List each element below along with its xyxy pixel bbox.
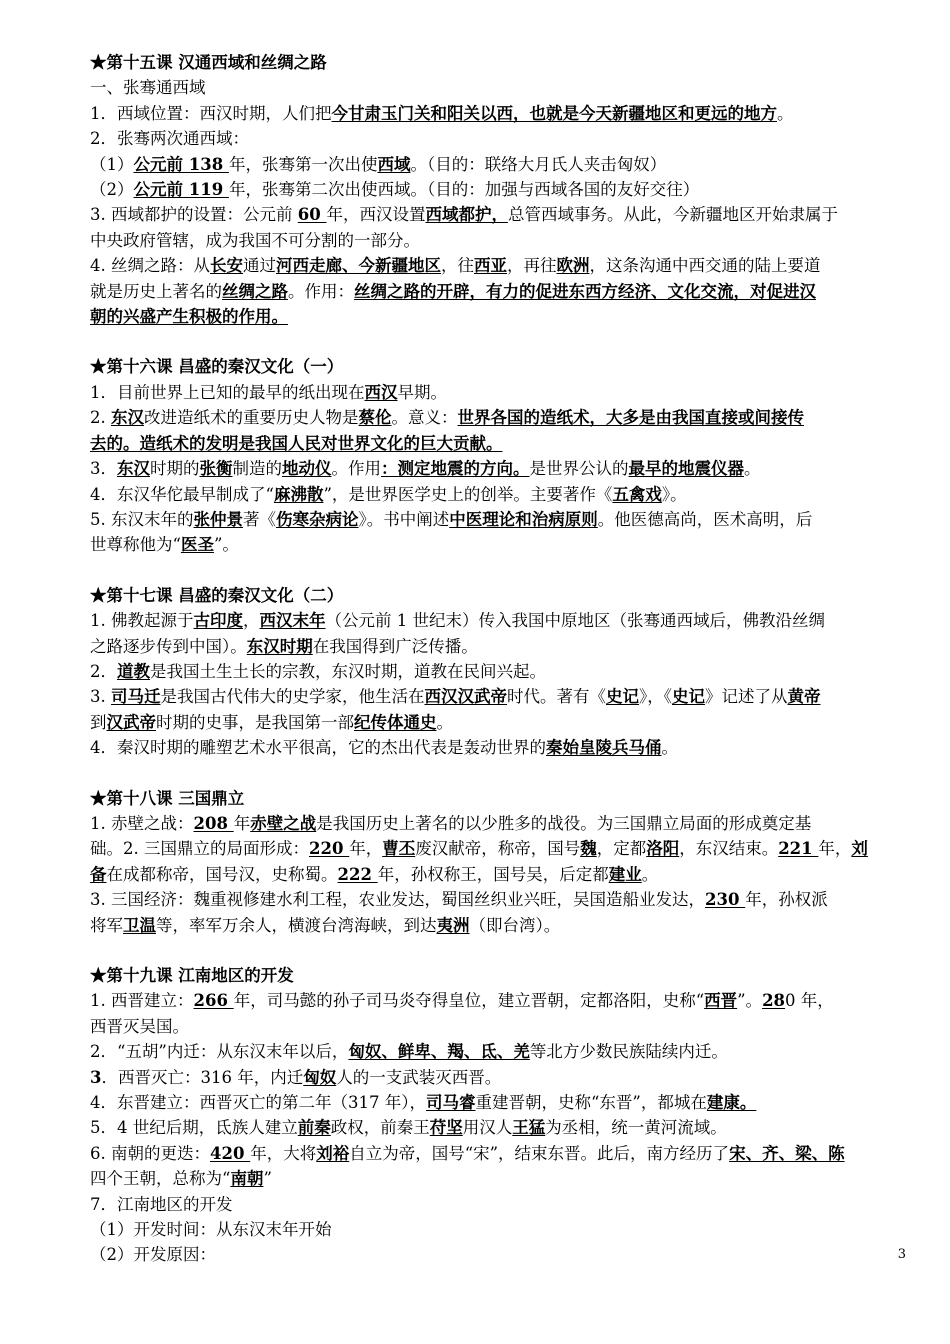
key-term: 建康。: [706, 1093, 757, 1113]
key-term: 前秦: [297, 1118, 331, 1138]
text-segment: 3.: [90, 687, 111, 707]
text-segment: 础。2. 三国鼎立的局面形成：: [90, 839, 309, 859]
key-term: 河西走廊、今新疆地区: [276, 256, 441, 276]
key-term: 欧洲: [556, 256, 590, 276]
key-term: 蔡伦: [358, 408, 392, 428]
text-segment: 3．: [90, 459, 117, 479]
key-term: 东汉: [111, 408, 144, 428]
text-segment: 2．: [90, 661, 117, 681]
text-segment: 3. 三国经济：魏重视修建水利工程，农业发达，蜀国丝织业兴旺，吴国造船业发达，: [90, 890, 705, 910]
text-segment: 》，《: [639, 687, 672, 707]
key-term: 建业: [608, 864, 642, 884]
text-line: [90, 836, 908, 861]
text-line: [90, 1166, 908, 1191]
key-term: 伤寒杂病论: [276, 509, 359, 529]
text-segment: 年: [233, 813, 251, 833]
key-term: 魏: [580, 839, 597, 859]
key-term: 世界各国的造纸术，大多是由我国直接或间接传: [457, 408, 804, 428]
key-term: 420: [210, 1143, 251, 1163]
text-segment: 重建晋朝，史称“东晋”，都城在: [475, 1093, 707, 1113]
key-term: 黄帝: [787, 687, 821, 707]
text-segment: 年，张骞第二次出使西域。（目的：加强与西域各国的友好交往）: [228, 180, 700, 200]
text-segment: （1）: [90, 154, 134, 174]
page-number: 3: [897, 1247, 906, 1262]
key-term: 匈奴、鲜卑、羯、氐、羌: [348, 1042, 530, 1062]
text-segment: ”: [263, 1169, 272, 1189]
text-segment: ，东汉结束。: [679, 839, 779, 859]
key-term: 222: [337, 864, 378, 884]
key-term: 西域都护，: [425, 205, 508, 225]
text-segment: 4．秦汉时期的雕塑艺术水平很高，它的杰出代表是轰动世界的: [90, 738, 546, 758]
text-segment: （即台湾）。: [469, 915, 561, 935]
text-segment: 年，司马懿的孙子司马炎夺得皇位，建立晋朝，定都洛阳，史称“: [233, 991, 705, 1011]
text-segment: 4. 丝绸之路：从: [90, 256, 210, 276]
text-segment: 著《: [243, 509, 276, 529]
text-segment: ．西晋灭亡：316 年，内迁: [101, 1067, 304, 1087]
key-term: 道教: [117, 661, 150, 681]
key-term: 宋、齐、梁、陈: [729, 1143, 845, 1163]
text-segment: 四个王朝，总称为“: [90, 1169, 231, 1189]
text-segment: 1. 赤壁之战：: [90, 813, 194, 833]
key-term: 麻沸散: [273, 484, 324, 504]
document-body: [90, 50, 908, 1268]
text-segment: 2．“五胡”内迁：从东汉末年以后，: [90, 1042, 349, 1062]
key-term: 汉武帝: [106, 712, 156, 732]
key-term: 史记: [606, 687, 639, 707]
key-term: 刘裕: [316, 1143, 350, 1163]
text-line: [90, 177, 908, 202]
key-term: 洛阳: [646, 839, 680, 859]
text-line: [90, 456, 908, 481]
text-segment: （2）开发原因：: [90, 1245, 216, 1265]
key-term: ：测定地震的方向。: [381, 459, 530, 479]
text-line: [90, 1090, 908, 1115]
text-segment: （2）: [90, 180, 134, 200]
text-segment: 等，率军万余人，横渡台湾海峡，到达: [156, 915, 437, 935]
text-segment: 年，张骞第一次出使: [228, 154, 378, 174]
lesson-title: ★第十七课 昌盛的秦汉文化（二）: [90, 585, 344, 605]
text-segment: 年，: [818, 839, 852, 859]
key-term: 苻坚: [429, 1118, 463, 1138]
text-line: [90, 431, 908, 456]
text-line: [90, 634, 908, 659]
text-segment: ，定都: [596, 839, 647, 859]
text-line: [90, 1065, 908, 1090]
key-term: 赤壁之战: [250, 813, 317, 833]
key-term: 266: [193, 991, 234, 1011]
key-term: 曹丕: [382, 839, 416, 859]
key-term: 南朝: [230, 1169, 264, 1189]
key-term: 28: [762, 991, 786, 1011]
text-segment: 是世界公认的: [529, 459, 629, 479]
text-segment: 。: [777, 103, 794, 123]
key-term: 西亚: [474, 256, 507, 276]
key-term: 张仲景: [193, 509, 243, 529]
key-term: 史记: [672, 687, 705, 707]
key-term: 西汉: [364, 382, 398, 402]
text-segment: 》。书中阐述: [358, 509, 450, 529]
text-segment: 1．西域位置：西汉时期，人们把: [90, 103, 332, 123]
text-segment: 1. 西晋建立：: [90, 991, 194, 1011]
text-line: [90, 1039, 908, 1064]
key-term: 卫温: [123, 915, 156, 935]
text-line: [90, 913, 908, 938]
section-gap: [90, 558, 908, 583]
text-line: [90, 1141, 908, 1166]
text-line: [90, 405, 908, 430]
key-term: 张衡: [199, 459, 233, 479]
section-gap: [90, 938, 908, 963]
key-term: 丝绸之路的开辟，有力的促进东西方经济、文化交流，对促进汉: [354, 281, 816, 301]
text-segment: 在我国得到广泛传播。: [312, 636, 478, 656]
text-segment: 。意义：: [391, 408, 458, 428]
text-segment: 时代。著有《: [507, 687, 606, 707]
text-segment: 是我国历史上著名的以少胜多的战役。为三国鼎立局面的形成奠定基: [316, 813, 812, 833]
text-segment: 》记述了从: [705, 687, 788, 707]
text-segment: 改进造纸术的重要历史人物是: [144, 408, 359, 428]
text-segment: 通过: [243, 256, 276, 276]
text-segment: 》。: [661, 484, 687, 504]
text-line: [90, 202, 908, 227]
key-term: 长安: [210, 256, 243, 276]
key-term: 西汉末年: [259, 611, 326, 631]
key-term: 司马睿: [426, 1093, 476, 1113]
text-segment: 5．4 世纪后期，氐族人建立: [90, 1118, 298, 1138]
text-line: [90, 532, 908, 557]
text-segment: 将军: [90, 915, 123, 935]
text-segment: 早期。: [397, 382, 447, 402]
text-segment: 。: [661, 738, 678, 758]
text-segment: ，: [243, 611, 260, 631]
section-gap: [90, 761, 908, 786]
key-term: 西晋: [704, 991, 738, 1011]
text-segment: ，这条沟通中西交通的陆上要道: [589, 256, 821, 276]
text-segment: 。: [436, 712, 453, 732]
text-segment: 时期的: [150, 459, 200, 479]
key-term: 夷洲: [436, 915, 470, 935]
key-term: 刘: [851, 839, 868, 859]
text-segment: 7．江南地区的开发: [90, 1194, 233, 1214]
text-line: [90, 304, 908, 329]
text-segment: 之路逐步传到中国）。: [90, 636, 247, 656]
text-segment: （1）开发时间：从东汉末年开始: [90, 1220, 332, 1240]
text-segment: ”。: [737, 991, 763, 1011]
text-segment: 年，孙权称王，国号吴，后定都: [377, 864, 609, 884]
text-line: [90, 1242, 908, 1267]
section-gap: [90, 329, 908, 354]
key-term: 220: [309, 839, 350, 859]
text-segment: 政权，前秦王: [330, 1118, 430, 1138]
text-segment: 等北方少数民族陆续内迁。: [529, 1042, 728, 1062]
text-segment: 在成都称帝，国号汉，史称蜀。: [106, 864, 338, 884]
text-segment: ”，是世界医学史上的创举。主要著作《: [323, 484, 613, 504]
text-segment: 2．张骞两次通西域：: [90, 129, 249, 149]
key-term: 去的。造纸术的发明是我国人民对世界文化的巨大贡献。: [90, 433, 503, 453]
key-term: 王猛: [512, 1118, 546, 1138]
key-term: 230: [705, 890, 746, 910]
key-term: 匈奴: [303, 1067, 337, 1087]
text-segment: 一、张骞通西域: [90, 78, 206, 98]
text-line: [90, 126, 908, 151]
text-line: [90, 608, 908, 633]
text-line: [90, 1014, 908, 1039]
key-term: 东汉时期: [246, 636, 313, 656]
lesson-title: ★第十九课 江南地区的开发: [90, 966, 294, 985]
text-line: [90, 988, 908, 1013]
text-line: [90, 887, 908, 912]
key-term: 五禽戏: [612, 484, 662, 504]
text-segment: 废汉献帝，称帝，国号: [415, 839, 581, 859]
text-segment: 为丞相，统一黄河流域。: [545, 1118, 727, 1138]
text-segment: 到: [90, 712, 107, 732]
key-term: 朝的兴盛产生积极的作用。: [90, 307, 288, 327]
key-term: 西汉汉武帝: [424, 687, 507, 707]
text-segment: 世尊称他为“: [90, 535, 181, 555]
text-segment: 4．东汉华佗最早制成了“: [90, 484, 274, 504]
key-term: 今甘肃玉门关和阳关以西，也就是今天新疆地区和更远的地方: [331, 103, 777, 123]
text-line: [90, 253, 908, 278]
text-segment: 用汉人: [462, 1118, 513, 1138]
key-term: 秦始皇陵兵马俑: [546, 738, 662, 758]
text-line: [90, 735, 908, 760]
text-line: [90, 507, 908, 532]
key-term: 208: [193, 813, 234, 833]
text-segment: 。他医德高尚，医术高明，后: [597, 509, 813, 529]
key-term: 医圣: [180, 535, 214, 555]
text-segment: 。作用：: [288, 281, 354, 301]
text-line: [90, 482, 908, 507]
key-term: 西域: [377, 154, 411, 174]
text-segment: 年，: [349, 839, 383, 859]
key-term: 丝绸之路: [222, 281, 288, 301]
text-segment: 。: [744, 459, 761, 479]
text-line: [90, 862, 908, 887]
text-line: [90, 710, 908, 735]
key-term: 东汉: [117, 459, 150, 479]
text-line: [90, 228, 908, 253]
text-segment: 。（目的：联络大月氏人夹击匈奴）: [410, 154, 667, 174]
text-segment: 是我国古代伟大的史学家，他生活在: [160, 687, 425, 707]
lesson-title: ★第十六课 昌盛的秦汉文化（一）: [90, 357, 344, 377]
text-segment: 总管西域事务。从此，今新疆地区开始隶属于: [507, 205, 838, 225]
text-segment: 6. 南朝的更迭：: [90, 1143, 210, 1163]
key-term: 古印度: [193, 611, 243, 631]
text-line: [90, 380, 908, 405]
key-term: 司马迁: [111, 687, 161, 707]
key-term: 最早的地震仪器: [628, 459, 744, 479]
key-term: 备: [90, 864, 107, 884]
text-segment: 自立为帝，国号“宋”，结束东晋。此后，南方经历了: [349, 1143, 730, 1163]
lesson-title: ★第十五课 汉通西域和丝绸之路: [90, 53, 327, 72]
text-segment: 0 年，: [785, 991, 834, 1011]
text-line: [90, 152, 908, 177]
text-line: [90, 659, 908, 684]
key-term: 地动仪: [282, 459, 332, 479]
text-line: [90, 811, 908, 836]
text-segment: 5. 东汉末年的: [90, 509, 194, 529]
key-term: 公元前 119: [133, 180, 229, 200]
text-segment: 。: [641, 864, 659, 884]
text-line: [90, 1217, 908, 1242]
text-line: [90, 75, 908, 100]
text-segment: 时期的史事，是我国第一部: [156, 712, 354, 732]
text-segment: ，往: [441, 256, 474, 276]
text-segment: 西晋灭吴国。: [90, 1016, 189, 1036]
key-term: 60: [297, 205, 327, 225]
text-segment: 。作用: [331, 459, 381, 479]
key-term: 公元前 138: [133, 154, 229, 174]
text-segment: 就是历史上著名的: [90, 281, 222, 301]
text-segment: 1．目前世界上已知的最早的纸出现在: [90, 382, 365, 402]
text-segment: ”。: [213, 535, 239, 555]
text-segment: ，再往: [507, 256, 557, 276]
text-segment: （公元前 1 世纪末）传入我国中原地区（张骞通西域后，佛教沿丝绸: [325, 611, 825, 631]
key-term: 纪传体通史: [354, 712, 437, 732]
text-segment: 年，西汉设置: [326, 205, 426, 225]
text-line: [90, 279, 908, 304]
lesson-title: ★第十八课 三国鼎立: [90, 788, 245, 808]
text-line: [90, 101, 908, 126]
text-segment: 制造的: [232, 459, 282, 479]
text-line: [90, 1115, 908, 1140]
key-term: 中医理论和治病原则: [449, 509, 598, 529]
text-segment: 年，孙权派: [745, 890, 828, 910]
text-line: [90, 684, 908, 709]
text-segment: 3: [90, 1067, 102, 1087]
text-segment: 1. 佛教起源于: [90, 611, 194, 631]
text-segment: 年，大将: [250, 1143, 317, 1163]
text-segment: 人的一支武装灭西晋。: [336, 1067, 502, 1087]
text-segment: 是我国土生土长的宗教，东汉时期，道教在民间兴起。: [150, 661, 546, 681]
text-segment: 4．东晋建立：西晋灭亡的第二年（317 年），: [90, 1093, 426, 1113]
text-segment: 3. 西域都护的设置：公元前: [90, 205, 298, 225]
text-segment: 2.: [90, 408, 111, 428]
key-term: 221: [778, 839, 819, 859]
text-line: [90, 1192, 908, 1217]
text-segment: 中央政府管辖，成为我国不可分割的一部分。: [90, 230, 420, 250]
